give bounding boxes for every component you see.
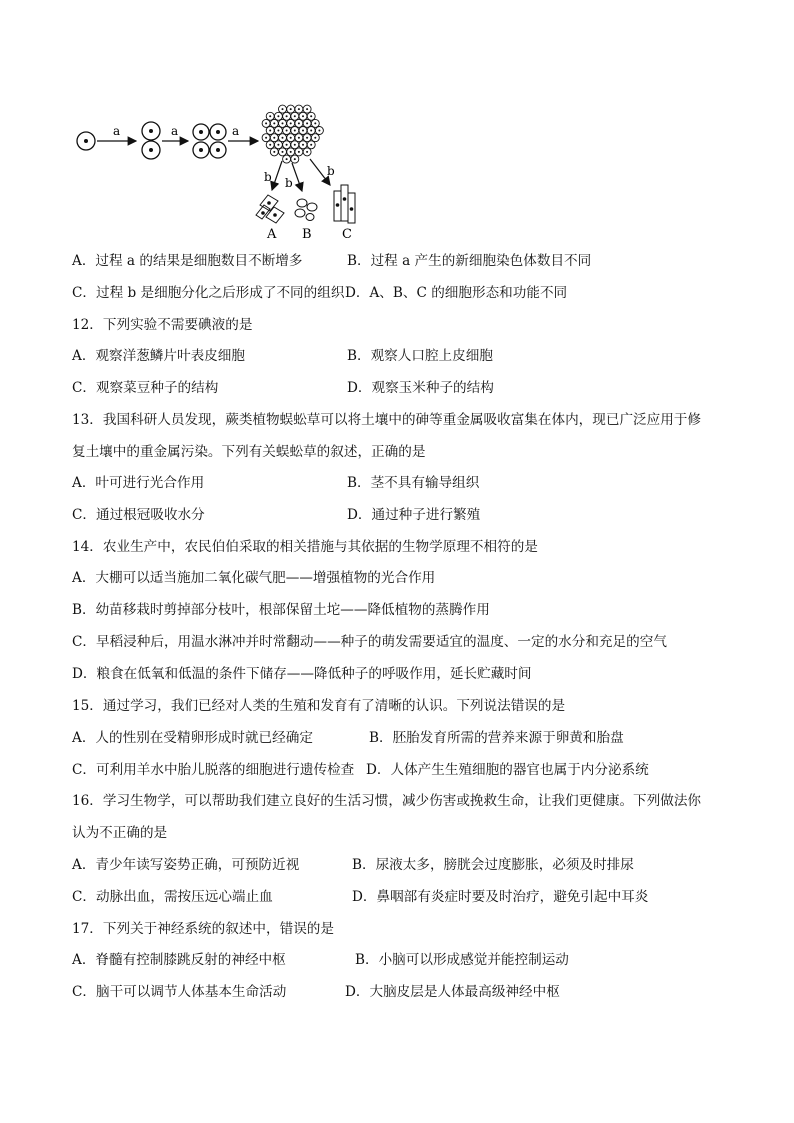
q14-option-b: B．幼苗移栽时剪掉部分枝叶，根部保留土坨——降低植物的蒸腾作用 (72, 602, 490, 618)
tissue-a (256, 195, 284, 223)
q15-stem: 15．通过学习，我们已经对人类的生殖和发育有了清晰的认识。下列说法错误的是 (72, 698, 566, 714)
q16-stem-line2: 认为不正确的是 (72, 825, 168, 841)
q16-option-c: C．动脉出血，需按压远心端止血 (72, 889, 273, 905)
single-cell (77, 132, 95, 150)
q12-option-b: B．观察人口腔上皮细胞 (347, 348, 493, 364)
q16-stem-line1: 16．学习生物学，可以帮助我们建立良好的生活习惯，减少伤害或挽救生命，让我们更健康。下列做法你 (72, 793, 702, 809)
q11-option-c: C．过程 b 是细胞分化之后形成了不同的组织 (72, 285, 345, 301)
cell-mass (262, 105, 323, 163)
q12-option-d: D．观察玉米种子的结构 (347, 380, 494, 396)
q11-option-a: A．过程 a 的结果是细胞数目不断增多 (72, 253, 303, 269)
q13-option-c: C．通过根冠吸收水分 (72, 507, 205, 523)
q14-stem: 14．农业生产中，农民伯伯采取的相关措施与其依据的生物学原理不相符的是 (72, 539, 538, 555)
q13-option-b: B．茎不具有输导组织 (347, 475, 480, 491)
q14-option-a: A．大棚可以适当施加二氧化碳气肥——增强植物的光合作用 (72, 570, 436, 586)
q16-option-a: A．青少年读写姿势正确，可预防近视 (72, 857, 300, 873)
process-a-label: a (171, 124, 179, 138)
q17-option-c: C．脑干可以调节人体基本生命活动 (72, 984, 287, 1000)
process-b-label: b (285, 176, 293, 190)
q12-stem: 12．下列实验不需要碘液的是 (72, 317, 253, 333)
q14-option-c: C．早稻浸种后，用温水淋冲并时常翻动——种子的萌发需要适宜的温度、一定的水分和充足的空气 (72, 634, 667, 650)
q11-option-d: D．A、B、C 的细胞形态和功能不同 (345, 285, 568, 301)
q16-option-b: B．尿液太多，膀胱会过度膨胀，必须及时排尿 (352, 857, 634, 873)
tissue-b (295, 199, 317, 221)
q13-option-a: A．叶可进行光合作用 (72, 475, 205, 491)
q13-stem-line1: 13．我国科研人员发现，蕨类植物蜈蚣草可以将土壤中的砷等重金属吸收富集在体内，现已广泛应用于修 (72, 412, 702, 428)
q13-stem-line2: 复土壤中的重金属污染。下列有关蜈蚣草的叙述，正确的是 (72, 444, 426, 460)
q15-option-d: D．人体产生生殖细胞的器官也属于内分泌系统 (366, 762, 649, 778)
tissue-c-label: C (342, 227, 352, 242)
four-cells (193, 124, 226, 158)
cell-division-diagram (70, 95, 370, 243)
q14-option-d: D．粮食在低氧和低温的条件下储存——降低种子的呼吸作用，延长贮藏时间 (72, 666, 532, 682)
q17-option-a: A．脊髓有控制膝跳反射的神经中枢 (72, 952, 286, 968)
q17-option-b: B．小脑可以形成感觉并能控制运动 (355, 952, 569, 968)
q15-option-b: B．胚胎发育所需的营养来源于卵黄和胎盘 (369, 730, 624, 746)
q13-option-d: D．通过种子进行繁殖 (347, 507, 481, 523)
tissue-a-label: A (267, 227, 277, 242)
q17-stem: 17．下列关于神经系统的叙述中，错误的是 (72, 921, 334, 937)
q15-option-a: A．人的性别在受精卵形成时就已经确定 (72, 730, 313, 746)
q15-option-c: C．可利用羊水中胎儿脱落的细胞进行遗传检查 (72, 762, 355, 778)
process-a-label: a (232, 124, 240, 138)
q12-option-a: A．观察洋葱鳞片叶表皮细胞 (72, 348, 245, 364)
q12-option-c: C．观察菜豆种子的结构 (72, 380, 219, 396)
q16-option-d: D．鼻咽部有炎症时要及时治疗，避免引起中耳炎 (352, 889, 649, 905)
two-cells (142, 122, 160, 159)
process-a-label: a (113, 124, 121, 138)
tissue-c (334, 185, 355, 223)
process-b-label: b (264, 170, 272, 184)
process-b-label: b (327, 164, 335, 178)
q17-option-d: D．大脑皮层是人体最高级神经中枢 (345, 984, 560, 1000)
tissue-b-label: B (302, 227, 312, 242)
q11-option-b: B．过程 a 产生的新细胞染色体数目不同 (347, 253, 592, 269)
